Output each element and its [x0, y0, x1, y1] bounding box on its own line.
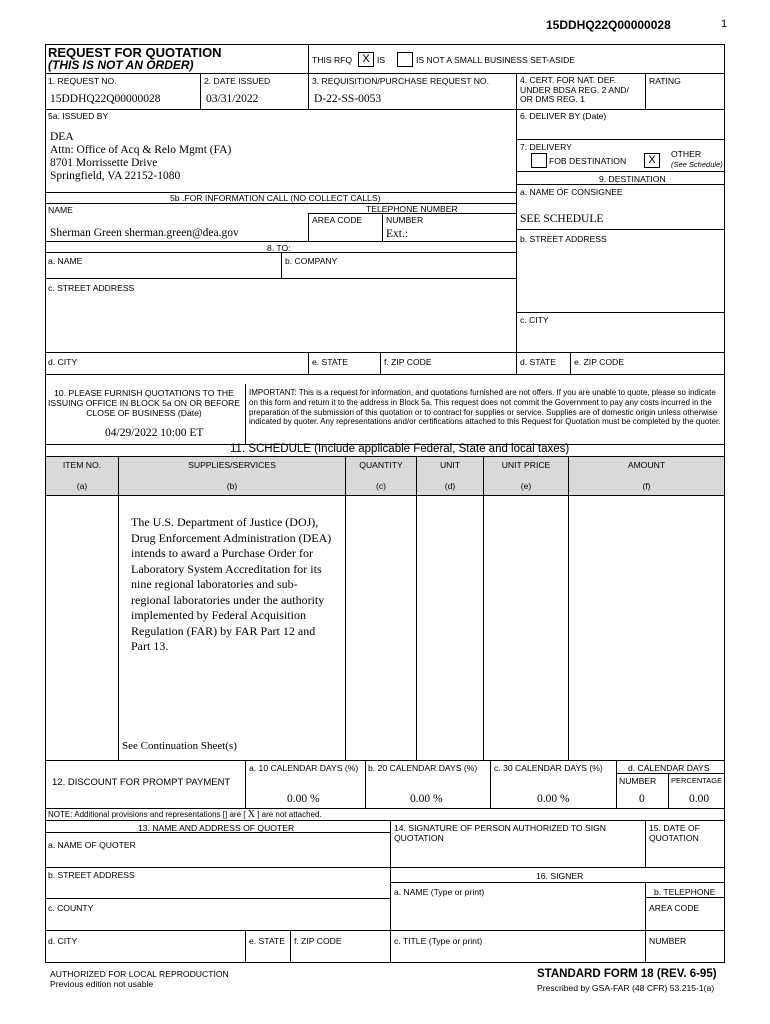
quoter-name-label: a. NAME OF QUOTER	[48, 840, 136, 850]
phone-number-label: NUMBER	[386, 215, 424, 225]
issued-by-line-3: 8701 Morrissette Drive	[50, 157, 158, 169]
rfq-prefix: THIS RFQ	[312, 55, 353, 65]
destination-state-label: d. STATE	[520, 357, 556, 367]
signer-title-label: c. TITLE (Type or print)	[394, 936, 483, 946]
consignee-value[interactable]: SEE SCHEDULE	[520, 213, 604, 225]
col-unit-code: (d)	[444, 481, 456, 491]
standard-form-name: STANDARD FORM 18 (REV. 6-95)	[537, 968, 717, 980]
authorized-reproduction: AUTHORIZED FOR LOCAL REPRODUCTION	[50, 969, 229, 979]
rating-label: RATING	[649, 76, 681, 86]
discount-label: 12. DISCOUNT FOR PROMPT PAYMENT	[52, 777, 231, 788]
discount-30-value[interactable]: 0.00 %	[537, 793, 570, 805]
requisition-label: 3. REQUISITION/PURCHASE REQUEST NO.	[312, 76, 489, 86]
to-company-label: b. COMPANY	[285, 256, 338, 266]
col-item-no-code: (a)	[76, 481, 88, 491]
small-business-is-not-checkbox[interactable]	[397, 52, 413, 67]
request-no-value[interactable]: 15DDHQ22Q00000028	[50, 93, 161, 105]
to-city-label: d. CITY	[48, 357, 78, 367]
page-number: 1	[721, 18, 728, 30]
quoter-state-label: e. STATE	[249, 936, 285, 946]
small-business-is-checkbox[interactable]: X	[358, 52, 374, 67]
area-code-label: AREA CODE	[312, 215, 363, 225]
consignee-label: a. NAME OF CONSIGNEE	[520, 187, 623, 197]
signer-number-label: NUMBER	[649, 936, 687, 946]
form-subtitle: (THIS IS NOT AN ORDER)	[48, 58, 194, 72]
discount-percentage-label: PERCENTAGE	[671, 776, 723, 785]
delivery-label: 7. DELIVERY	[520, 142, 572, 152]
schedule-title: 11. SCHEDULE (Include applicable Federal, State and local taxes)	[230, 443, 570, 455]
to-label: 8. TO:	[267, 243, 291, 253]
signature-label: 14. SIGNATURE OF PERSON AUTHORIZED TO SIGN QUOTATION	[394, 823, 607, 843]
col-amount: AMOUNT	[627, 460, 666, 470]
col-item-no: ITEM NO.	[62, 460, 102, 470]
signer-name-label: a. NAME (Type or print)	[394, 887, 485, 897]
contact-name-value[interactable]: Sherman Green sherman.green@dea.gov	[50, 227, 239, 239]
col-supplies: SUPPLIES/SERVICES	[188, 460, 276, 470]
destination-city-label: c. CITY	[520, 315, 549, 325]
continuation-note: See Continuation Sheet(s)	[122, 740, 237, 752]
signer-label: 16. SIGNER	[536, 871, 584, 881]
prescribed-by: Prescribed by GSA-FAR (48 CFR) 53.215-1(a)	[537, 983, 715, 993]
quoter-section-label: 13. NAME AND ADDRESS OF QUOTER	[138, 823, 295, 833]
furnish-label: 10. PLEASE FURNISH QUOTATIONS TO THE ISSUING OFFICE IN BLOCK 5a ON OR BEFORE CLOSE OF BUSINESS (Date)	[48, 388, 240, 418]
quotation-date-label: 15. DATE OF QUOTATION	[649, 823, 700, 843]
discount-number-label: NUMBER	[619, 776, 657, 786]
fob-destination-label: FOB DESTINATION	[549, 156, 627, 166]
quoter-county-label: c. COUNTY	[48, 903, 94, 913]
issued-by-line-2: Attn: Office of Acq & Relo Mgmt (FA)	[50, 144, 232, 156]
fob-destination-checkbox[interactable]	[531, 153, 547, 168]
to-zip-label: f. ZIP CODE	[384, 357, 432, 367]
request-no-label: 1. REQUEST NO.	[48, 76, 117, 86]
is-label: IS	[377, 55, 386, 65]
quoter-street-label: b. STREET ADDRESS	[48, 870, 135, 880]
destination-zip-label: e. ZIP CODE	[574, 357, 624, 367]
col-unit-price: UNIT PRICE	[501, 460, 551, 470]
col-unit: UNIT	[439, 460, 461, 470]
date-issued-value[interactable]: 03/31/2022	[206, 93, 259, 105]
col-quantity: QUANTITY	[359, 460, 403, 470]
issued-by-label: 5a. ISSUED BY	[48, 111, 109, 121]
discount-20-value[interactable]: 0.00 %	[410, 793, 443, 805]
cert-label: 4. CERT. FOR NAT. DEF. UNDER BDSA REG. 2 AND/ OR DMS REG. 1	[520, 75, 629, 105]
is-not-label: IS NOT A SMALL BUSINESS SET-ASIDE	[416, 55, 576, 65]
telephone-label: TELEPHONE NUMBER	[366, 204, 458, 214]
discount-percentage-value[interactable]: 0.00	[689, 793, 710, 805]
col-supplies-code: (b)	[226, 481, 238, 491]
previous-edition: Previous edition not usable	[50, 979, 154, 989]
discount-30-days: c. 30 CALENDAR DAYS (%)	[494, 763, 603, 773]
deliver-by-label: 6. DELIVER BY (Date)	[520, 111, 607, 121]
destination-label: 9. DESTINATION	[599, 174, 666, 184]
contact-name-label: NAME	[48, 205, 73, 215]
document-number: 15DDHQ22Q00000028	[546, 18, 671, 32]
issued-by-line-4: Springfield, VA 22152-1080	[50, 170, 181, 182]
quoter-city-label: d. CITY	[48, 936, 78, 946]
important-notice: IMPORTANT: This is a request for information, and quotations furnished are not offers. If you are unable to quote, please so indicate on this form and return it to the address in Block 5a. This request does not commit the Government to pay any costs incurred in the preparation of the submission of this quotation or to contract for supplies or service. Supplies are of domestic origin unless otherwise indicated by quoter. Any representations and/or certifications attached to this Request for Quotation must be completed by the quoter.	[249, 388, 721, 427]
col-unit-price-code: (e)	[520, 481, 532, 491]
other-delivery-checkbox[interactable]: X	[644, 153, 660, 168]
quoter-zip-label: f. ZIP CODE	[294, 936, 342, 946]
col-amount-code: (f)	[642, 481, 651, 491]
to-state-label: e. STATE	[312, 357, 348, 367]
phone-ext[interactable]: Ext.:	[386, 228, 409, 240]
signer-telephone-label: b. TELEPHONE	[654, 887, 716, 897]
discount-calendar-days: d. CALENDAR DAYS	[628, 763, 710, 773]
discount-10-value[interactable]: 0.00 %	[287, 793, 320, 805]
requisition-value[interactable]: D-22-SS-0053	[314, 93, 382, 105]
attachments-note: NOTE: Additional provisions and representations [] are [ X ] are not attached.	[48, 809, 322, 820]
col-quantity-code: (c)	[375, 481, 387, 491]
attached-checkbox[interactable]: ]	[224, 810, 228, 819]
issued-by-line-1: DEA	[50, 131, 74, 143]
not-attached-checkbox[interactable]: X	[247, 809, 255, 820]
info-call-label: 5b .FOR INFORMATION CALL (NO COLLECT CALLS)	[170, 193, 381, 203]
signer-area-code-label: AREA CODE	[649, 903, 700, 913]
destination-street-label: b. STREET ADDRESS	[520, 234, 607, 244]
to-street-label: c. STREET ADDRESS	[48, 283, 135, 293]
other-note: (See Schedule)	[671, 160, 723, 169]
schedule-description: The U.S. Department of Justice (DOJ), Drug Enforcement Administration (DEA) intends to award a Purchase Order for Laboratory System Accreditation for its nine regional laboratories and sub-regional laboratories under the authority implemented by Federal Acquisition Regulation (FAR) by FAR Part 12 and Part 13.	[131, 515, 332, 653]
other-label: OTHER	[671, 149, 702, 159]
discount-20-days: b. 20 CALENDAR DAYS (%)	[368, 763, 478, 773]
discount-days-number[interactable]: 0	[639, 793, 645, 805]
to-name-label: a. NAME	[48, 256, 83, 266]
form-title: REQUEST FOR QUOTATION	[48, 45, 222, 60]
furnish-date[interactable]: 04/29/2022 10:00 ET	[105, 427, 204, 439]
discount-10-days: a. 10 CALENDAR DAYS (%)	[249, 763, 359, 773]
date-issued-label: 2. DATE ISSUED	[204, 76, 271, 86]
